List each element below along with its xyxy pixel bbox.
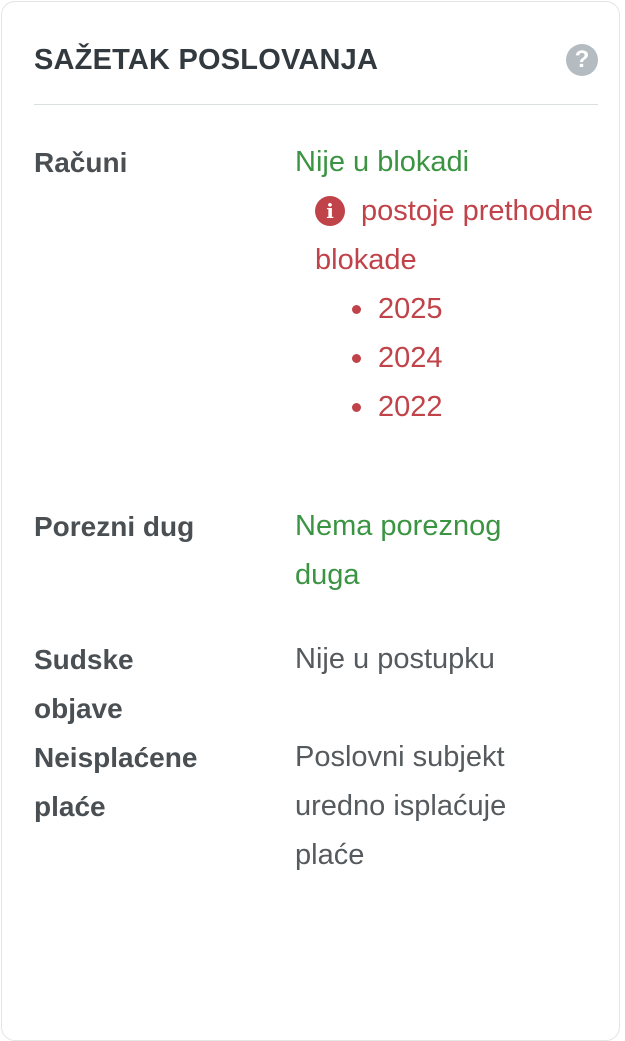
block-year-item <box>349 383 595 432</box>
court-notices-label: Sudske objave <box>34 644 134 724</box>
unpaid-wages-value: Poslovni subjekt uredno isplaćuje plaće <box>295 741 507 871</box>
previous-blocks-warning <box>295 187 595 285</box>
block-years-list <box>295 285 595 432</box>
question-circle-icon[interactable]: ? <box>566 44 598 76</box>
block-year-item <box>349 285 595 334</box>
accounts-status: Nije u blokadi <box>295 146 470 178</box>
block-year-item <box>349 334 595 383</box>
block-year: 2022 <box>378 391 443 423</box>
accounts-label: Računi <box>34 147 128 178</box>
header-divider <box>34 104 598 105</box>
card-header <box>34 40 598 80</box>
block-year: 2024 <box>378 342 443 374</box>
accounts-value <box>295 138 595 432</box>
business-summary-card <box>1 1 620 1041</box>
bullet-icon <box>352 354 361 363</box>
card-title: SAŽETAK POSLOVANJA <box>34 44 379 76</box>
tax-debt-value: Nema poreznog duga <box>295 510 502 591</box>
tax-debt-label: Porezni dug <box>34 511 195 542</box>
previous-blocks-text: postoje prethodne blokade <box>315 195 594 276</box>
bullet-icon <box>352 305 361 314</box>
bullet-icon <box>352 403 361 412</box>
info-circle-icon: i <box>315 196 345 226</box>
court-notices-value: Nije u postupku <box>295 643 495 675</box>
unpaid-wages-label: Neisplaćene plaće <box>34 742 198 822</box>
block-year: 2025 <box>378 293 443 325</box>
